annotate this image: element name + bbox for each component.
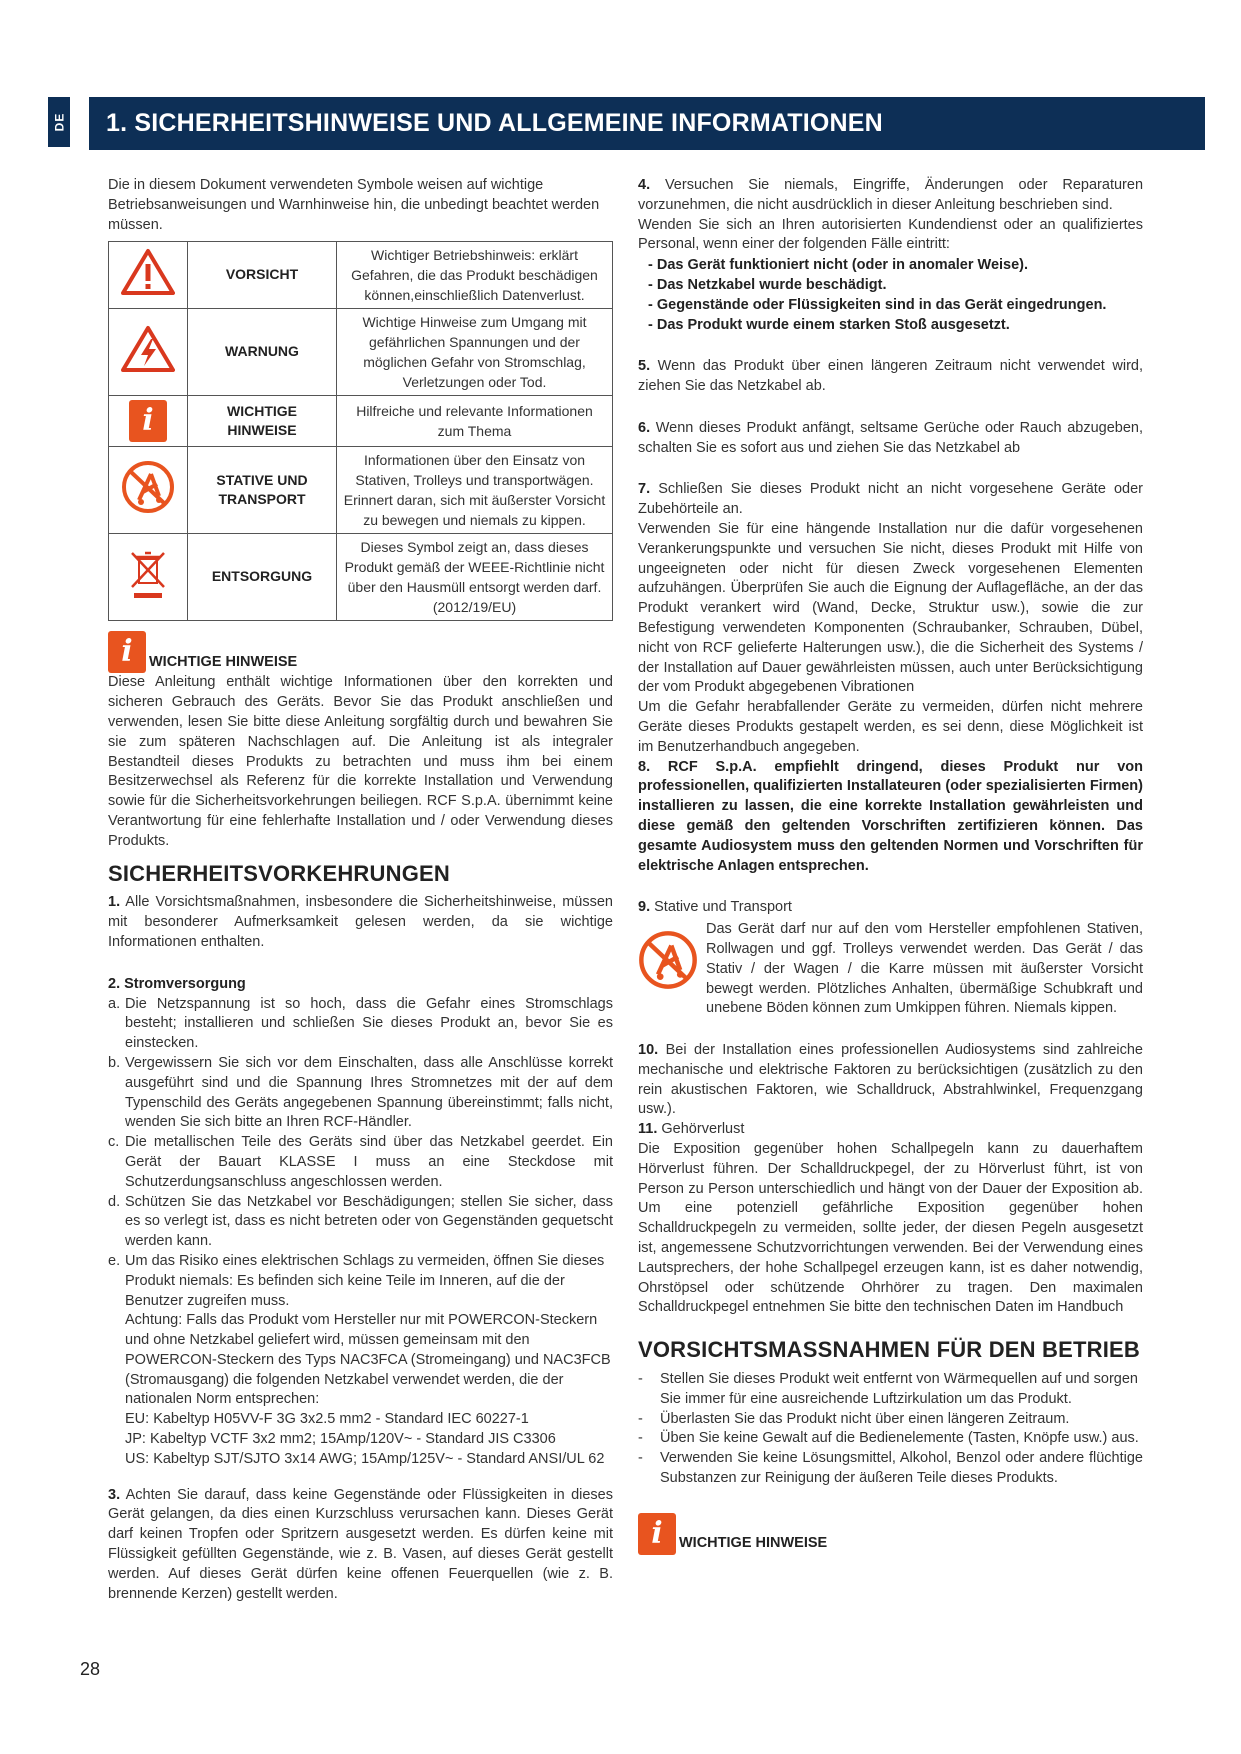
stand-tipping-icon bbox=[638, 930, 698, 990]
important-notes-heading-bottom: i WICHTIGE HINWEISE bbox=[638, 1513, 1143, 1555]
list-item: - Verwenden Sie keine Lösungsmittel, Alkohol, Benzol oder andere flüchtige Substanzen zur Reinigung der äußeren Teile dieses Produkts. bbox=[638, 1450, 1143, 1487]
symbol-name: STATIVE UND TRANSPORT bbox=[188, 447, 337, 534]
section-title: 1. SICHERHEITSHINWEISE UND ALLGEMEINE INFORMATIONEN bbox=[106, 109, 883, 137]
symbol-row bbox=[109, 396, 613, 447]
important-notes-heading: i WICHTIGE HINWEISE bbox=[108, 631, 613, 673]
list-item: c. Die metallischen Teile des Geräts sind über das Netzkabel geerdet. Ein Gerät der Bauart KLASSE I muss an eine Steckdose mit Schutzerdungsanschluss angeschlossen werden. bbox=[108, 1134, 613, 1190]
language-tab: DE bbox=[48, 97, 70, 147]
symbol-desc: Hilfreiche und relevante Informationen zum Thema bbox=[337, 396, 613, 447]
important-notes-text: Diese Anleitung enthält wichtige Informationen über den korrekten und sicheren Gebrauch des Geräts. Bevor Sie das Produkt anschließen und verwenden, lesen Sie bitte diese Anleitung sorgfältig durch und bewahren Sie sie zum späteren Nachschlagen auf. Die Anleitung ist als integraler Bestandteil dieses Produkts zu betrachten und muss ihm bei einem Besitzerwechsel als Referenz für die korrekte Installation und Verwendung sowie für die Sicherheitsvorkehrungen beiliegen. RCF S.p.A. übernimmt keine Verantwortung für eine fehlerhafte Installation und / oder Verwendung dieses Produkts. bbox=[108, 674, 613, 849]
list-item: a. Die Netzspannung ist so hoch, dass die Gefahr eines Stromschlags besteht; installieren und schließen Sie dieses Produkt an, bevor Sie es einstecken. bbox=[108, 995, 613, 1052]
paragraph-4-contact: Wenden Sie sich an Ihren autorisierten Kundendienst oder an qualifiziertes Personal, wenn einer der folgenden Fälle eintritt: bbox=[638, 216, 1143, 253]
symbol-desc: Informationen über den Einsatz von Stativen, Trolleys und transportwägen. Erinnert daran, sich mit äußerster Vorsicht zu bewegen und niemals zu kippen. bbox=[337, 447, 613, 534]
symbol-row bbox=[109, 447, 613, 534]
symbol-row bbox=[109, 309, 613, 396]
list-item: - Üben Sie keine Gewalt auf die Bedienelemente (Tasten, Knöpfe usw.) aus. bbox=[638, 1430, 1139, 1447]
stands-transport-block bbox=[638, 920, 1143, 1019]
safety-paragraph-1: 1. Alle Vorsichtsmaßnahmen, insbesondere die Sicherheitshinweise, müssen mit besonderer Aufmerksamkeit gelesen werden, da sie wichtige Informationen enthalten. bbox=[108, 894, 613, 950]
list-item: - Das Netzkabel wurde beschädigt. bbox=[648, 277, 887, 294]
info-icon: i bbox=[108, 631, 146, 673]
page-number: 28 bbox=[80, 1659, 101, 1679]
powercon-note: Achtung: Falls das Produkt vom Hersteller nur mit POWERCON-Steckern und ohne Netzkabel geliefert wird, müssen gemeinsam mit den POWERCON-Steckern des Typs NAC3FCA (Stromeingang) und NAC3FCB (Stromausgang) die folgenden Netzkabel verwendet werden, die der nationalen Norm entsprechen: bbox=[125, 1312, 611, 1408]
paragraph-5: 5. Wenn das Produkt über einen längeren Zeitraum nicht verwendet wird, ziehen Sie das Netzkabel ab. bbox=[638, 358, 1144, 394]
paragraph-9-title: 9. Stative und Transport bbox=[638, 899, 792, 916]
paragraph-7-installation: Verwenden Sie für eine hängende Installation nur die dafür vorgesehenen Verankerungspunkte und versuchen Sie nicht, dieses Produkt mit Hilfe von ungeeigneten oder nicht für diesen Zweck vorgesehenen Elementen aufzuhängen. Überprüfen Sie auch die Eignung der Auflagefläche, an der das Produkt verankert wird (Wand, Decke, Struktur usw.), sowie die zur Befestigung verwendeten Komponenten (Schraubanker, Schrauben, Dübel, nicht von RCF gelieferte Halterungen usw.), die die Sicherheit des Systems / der Installation auf Dauer gewährleisten müssen, auch unter Berücksichtigung der vom Produkt abgegebenen Vibrationen bbox=[638, 520, 1143, 696]
list-item: - Überlasten Sie das Produkt nicht über einen längeren Zeitraum. bbox=[638, 1410, 1070, 1427]
power-supply-title: 2. Stromversorgung bbox=[108, 975, 246, 992]
cable-eu: EU: Kabeltyp H05VV-F 3G 3x2.5 mm2 - Standard IEC 60227-1 bbox=[125, 1411, 529, 1428]
paragraph-11-title: 11. Gehörverlust bbox=[638, 1121, 745, 1138]
symbol-row bbox=[109, 242, 613, 309]
list-item: - Stellen Sie dieses Produkt weit entfernt von Wärmequellen auf und sorgen Sie immer für eine ausreichende Luftzirkulation um das Produkt. bbox=[638, 1371, 1138, 1407]
list-item: e. Um das Risiko eines elektrischen Schlags zu vermeiden, öffnen Sie dieses Produkt niemals: Es befinden sich keine Teile im Inneren, auf die der Benutzer zugreifen muss. Achtung: Falls das Produkt vom Hersteller nur mit POWERCON-Steckern und ohne Netzkabel geliefert wird, müssen gemeinsam mit den POWERCON-Steckern des Typs NAC3FCA (Stromeingang) und NAC3FCB (Stromausgang) die folgenden Netzkabel verwendet werden, die der nationalen Norm entsprechen: EU: Kabeltyp H05VV-F 3G 3x2.5 mm2 - Standard IEC 60227-1 JP: Kabeltyp VCTF 3x2 mm2; 15Amp/120V~ - Standard JIS C3306 US: Kabeltyp SJT/SJTO 3x14 AWG; 15Amp/125V~ - Standard ANSI/UL 62 bbox=[108, 1252, 611, 1467]
paragraph-9: Das Gerät darf nur auf den vom Hersteller empfohlenen Stativen, Rollwagen und ggf. Trolleys verwendet werden. Das Gerät / das Stativ / der Wagen / die Karre müssen mit äußerster Vorsicht bewegt werden. Plötzliches Anhalten, übermäßige Schubkraft und unebene Böden können zum Umkippen führen. Niemals kippen. bbox=[706, 921, 1143, 1017]
caution-triangle-icon bbox=[109, 242, 188, 309]
symbol-row bbox=[109, 534, 613, 621]
paragraph-7-stacking: Um die Gefahr herabfallender Geräte zu vermeiden, dürfen nicht mehrere Geräte dieses Produkts gestapelt werden, es sei denn, diese Möglichkeit ist im Benutzerhandbuch angegeben. bbox=[638, 699, 1143, 755]
paragraph-8: 8. RCF S.p.A. empfiehlt dringend, dieses Produkt nur von professionellen, qualifizierten Installateuren (oder spezialisierten Firmen) installieren zu lassen, die eine korrekte Installation gewährleisten und diese gemäß den geltenden Vorschriften zertifizieren können. Das gesamte Audiosystem muss den geltenden Normen und Vorschriften für elektrische Anlagen entsprechen. bbox=[638, 758, 1143, 874]
list-item: - Das Produkt wurde einem starken Stoß ausgesetzt. bbox=[648, 317, 1010, 334]
info-icon: i bbox=[109, 396, 188, 447]
left-column bbox=[108, 176, 613, 1604]
list-item: d. Schützen Sie das Netzkabel vor Beschädigungen; stellen Sie sicher, dass es so verlegt ist, dass es nicht betreten oder von Gegenständen gequetscht werden kann. bbox=[108, 1193, 613, 1250]
info-icon: i bbox=[638, 1513, 676, 1555]
symbol-desc: Dieses Symbol zeigt an, dass dieses Produkt gemäß der WEEE-Richtlinie nicht über den Hausmüll entsorgt werden darf. (2012/19/EU) bbox=[337, 534, 613, 621]
symbol-name: VORSICHT bbox=[188, 242, 337, 309]
cable-us: US: Kabeltyp SJT/SJTO 3x14 AWG; 15Amp/125V~ - Standard ANSI/UL 62 bbox=[125, 1450, 605, 1467]
symbol-name: WARNUNG bbox=[188, 309, 337, 396]
power-supply-list bbox=[108, 995, 613, 1470]
list-item: b. Vergewissern Sie sich vor dem Einschalten, dass alle Anschlüsse korrekt ausgeführt sind und die Spannung Ihres Stromnetzes mit der auf dem Typenschild des Geräts angegebenen Spannung übereinstimmt; falls nicht, wenden Sie sich bitte an Ihren RCF-Händler. bbox=[108, 1054, 613, 1131]
intro-text: Die in diesem Dokument verwendeten Symbole weisen auf wichtige Betriebsanweisungen und Warnhinweise hin, die unbedingt beachtet werden müssen. bbox=[108, 177, 600, 233]
symbol-desc: Wichtiger Betriebshinweis: erklärt Gefahren, die das Produkt beschädigen können,einschließlich Datenverlust. bbox=[337, 242, 613, 309]
operation-precautions-list bbox=[638, 1370, 1143, 1489]
symbols-table bbox=[108, 241, 613, 621]
paragraph-11: Die Exposition gegenüber hohen Schallpegeln kann zu dauerhaftem Hörverlust führen. Der Schalldruckpegel, der zu Hörverlust führt, ist von Person zu Person unterschiedlich und hängt von der Dauer der Exposition ab. Um eine potenziell gefährliche Exposition gegenüber hohen Schalldruckpegeln zu vermeiden, sollte jeder, der diesen Pegeln ausgesetzt ist, angemessene Schutzvorrichtungen verwenden. Bei der Verwendung eines Lautsprechers, der hohe Schallpegel erzeugen kann, ist es daher notwendig, Ohrstöpsel oder schützende Ohrhörer zu tragen. Den maximalen Schalldruckpegel entnehmen Sie bitte den technischen Daten im Handbuch bbox=[638, 1141, 1143, 1316]
list-item: - Gegenstände oder Flüssigkeiten sind in das Gerät eingedrungen. bbox=[648, 297, 1107, 314]
paragraph-6: 6. Wenn dieses Produkt anfängt, seltsame Gerüche oder Rauch abzugeben, schalten Sie es sofort aus und ziehen Sie das Netzkabel ab bbox=[638, 419, 1144, 456]
weee-bin-icon bbox=[109, 534, 188, 621]
cable-jp: JP: Kabeltyp VCTF 3x2 mm2; 15Amp/120V~ - Standard JIS C3306 bbox=[125, 1431, 556, 1448]
operation-precautions-title: VORSICHTSMASSNAHMEN FÜR DEN BETRIEB bbox=[638, 1337, 1141, 1363]
paragraph-7: 7. Schließen Sie dieses Produkt nicht an nicht vorgesehene Geräte oder Zubehörteile an. bbox=[638, 481, 1144, 518]
list-item: - Das Gerät funktioniert nicht (oder in anomaler Weise). bbox=[648, 257, 1029, 274]
safety-paragraph-3: 3. Achten Sie darauf, dass keine Gegenstände oder Flüssigkeiten in dieses Gerät gelangen, da dies einen Kurzschluss verursachen kann. Dieses Gerät darf keinen Tropfen oder Spritzern ausgesetzt werden. Es dürfen keine mit Flüssigkeit gefüllten Gegenstände, wie z. B. Vasen, auf dieses Gerät gestellt werden. Auf dieses Gerät dürfen keine offenen Feuerquellen (wie z. B. brennende Kerzen) gestellt werden. bbox=[108, 1486, 613, 1602]
right-column bbox=[638, 176, 1143, 1555]
symbol-name: ENTSORGUNG bbox=[188, 534, 337, 621]
fault-list bbox=[638, 255, 1143, 335]
stand-tipping-icon bbox=[109, 447, 188, 534]
electric-warning-icon bbox=[109, 309, 188, 396]
safety-title: SICHERHEITSVORKEHRUNGEN bbox=[108, 860, 450, 886]
symbol-name: WICHTIGE HINWEISE bbox=[188, 396, 337, 447]
symbol-desc: Wichtige Hinweise zum Umgang mit gefährlichen Spannungen und der möglichen Gefahr von Stromschlag, Verletzungen oder Tod. bbox=[337, 309, 613, 396]
section-header bbox=[89, 97, 1205, 150]
paragraph-10: 10. Bei der Installation eines professionellen Audiosystems sind zahlreiche mechanische und elektrische Faktoren zu berücksichtigen (zusätzlich zu den rein akustischen Faktoren, wie Schalldruck, Abstrahlwinkel, Frequenzgang usw.). bbox=[638, 1042, 1143, 1118]
paragraph-4: 4. Versuchen Sie niemals, Eingriffe, Änderungen oder Reparaturen vorzunehmen, die nicht ausdrücklich in dieser Anleitung beschrieben sind. bbox=[638, 177, 1144, 213]
